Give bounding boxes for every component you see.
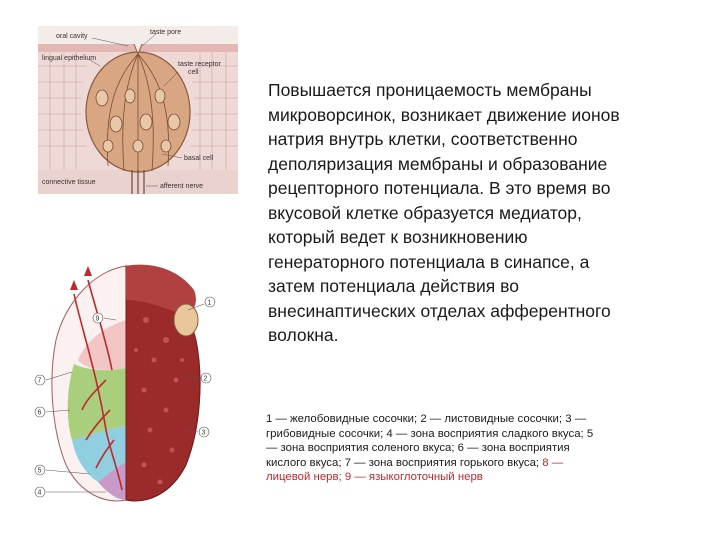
label-oral-cavity: oral cavity (56, 33, 88, 40)
label-taste-pore: taste pore (150, 29, 182, 36)
legend-line-3: — зона восприятия соленого вкуса; 6 — зона восприятия (266, 442, 570, 454)
label-afferent-nerve: afferent nerve (160, 183, 204, 190)
marker-5: 5 (37, 467, 42, 475)
main-text-line: затем потенциала действия во (268, 276, 519, 296)
main-text-line: Повышается проницаемость мембраны (268, 80, 592, 100)
legend-line-2: грибовидные сосочки; 4 — зона восприятия сладкого вкуса; 5 (266, 427, 594, 440)
tongue-svg (26, 260, 226, 510)
legend-line-1: 1 — желобовидные сосочки; 2 — листовидные сосочки; 3 — (266, 413, 587, 425)
label-taste-receptor-cell-line1: taste receptor (178, 61, 221, 68)
legend-line-4 (266, 456, 686, 471)
main-text-line: вкусовой клетке образуется медиатор, (268, 202, 582, 223)
marker-6: 6 (37, 409, 42, 417)
tonsil (174, 304, 198, 336)
label-lingual-epithelium: lingual epithelium (42, 55, 97, 62)
label-taste-receptor-cell-line2: cell (188, 69, 199, 76)
marker-3: 3 (201, 429, 206, 437)
marker-2: 2 (203, 375, 208, 383)
marker-9: 9 (95, 315, 100, 323)
marker-1: 1 (207, 299, 212, 307)
main-text-line: внесинаптических отделах афферентного (268, 300, 611, 321)
marker-4: 4 (37, 489, 42, 497)
main-text-line: деполяризация мембраны и образование (268, 153, 608, 174)
main-text-line: волокна. (268, 325, 339, 345)
legend-facial-nerve-number: 8 — (542, 456, 564, 469)
main-text-line: рецепторного потенциала. В это время во (268, 178, 611, 198)
taste-bud-diagram (38, 26, 238, 194)
main-text-line: натрия внутрь клетки, соответственно (268, 129, 578, 149)
marker-7: 7 (37, 377, 42, 385)
legend-line-5: лицевой нерв; 9 — языкоглоточный нерв (266, 471, 483, 483)
taste-bud-svg (38, 26, 238, 194)
main-paragraph (268, 78, 698, 348)
legend-line-4-text: кислого вкуса; 7 — зона восприятия горького вкуса; (266, 456, 543, 469)
label-basal-cell: basal cell (184, 155, 214, 162)
main-text-line: микроворсинок, возникает движение ионов (268, 104, 620, 125)
tongue-diagram (26, 260, 226, 510)
figure-legend (266, 412, 686, 485)
main-text-line: генераторного потенциала в синапсе, а (268, 251, 590, 272)
main-text-line: который ведет к возникновению (268, 227, 528, 247)
label-connective-tissue: connective tissue (42, 179, 96, 186)
